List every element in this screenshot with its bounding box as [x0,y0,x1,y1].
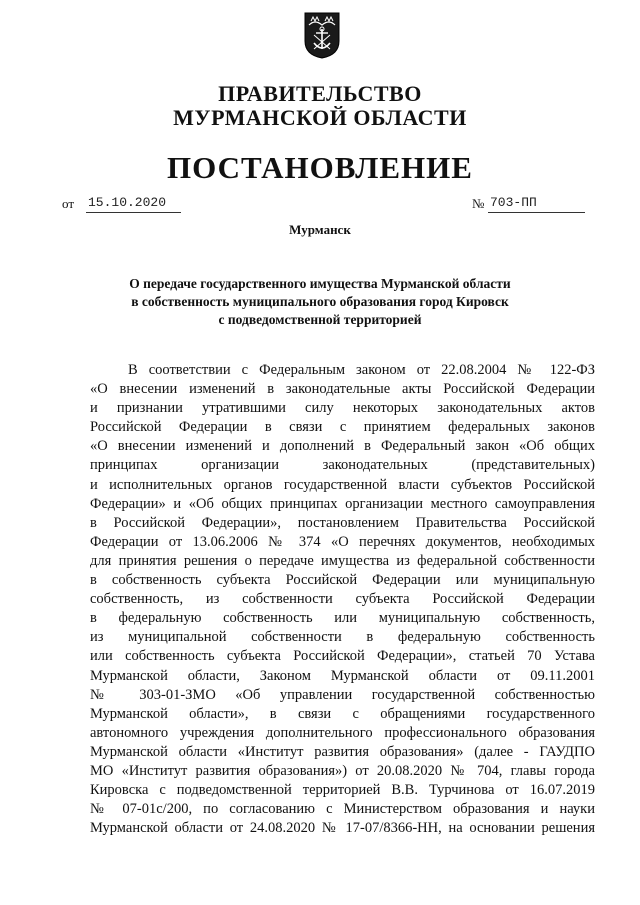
murmansk-region-coat-of-arms-icon [303,11,341,59]
body-line: для принятия решения о передаче имущества из федеральной собственности [90,552,595,569]
body-line: № 07-01с/200, по согласованию с Министерством образования и науки [90,801,595,818]
body-line: № 303-01-ЗМО «Об управлении государственной собственностью [90,686,595,703]
body-line: «О внесении изменений в законодательные акты Российской Федерации [90,381,595,398]
body-line: Федерации от 13.06.2006 № 374 «О перечнях документов, необходимых [90,533,595,550]
city-name: Мурманск [289,222,351,237]
body-line: принципах организации законодательных (представительных) [90,457,595,474]
document-subject [0,275,640,329]
body-line: в федеральную собственность или муниципальную собственность, [90,610,595,627]
body-line: Кировска с подведомственной территорией В.В. Турчинова от 16.07.2019 [90,782,595,799]
body-line: Мурманской области», в связи с обращениями государственного [90,705,595,722]
government-title-line1: ПРАВИТЕЛЬСТВО [218,81,422,106]
government-title-line2: МУРМАНСКОЙ ОБЛАСТИ [173,105,467,130]
subject-line: с подведомственной территорией [218,312,422,327]
document-number: 703-ПП [488,195,585,213]
subject-line: в собственность муниципального образования город Кировск [131,294,509,309]
body-line: Мурманской области «Институт развития образования» (далее - ГАУДПО [90,743,595,760]
body-line: Мурманской области, Законом Мурманской области от 09.11.2001 [90,667,595,684]
body-line: Российской Федерации в связи с принятием федеральных законов [90,419,595,436]
date-label: от [62,196,75,211]
body-line: в собственность субъекта Российской Федерации или муниципальную [90,572,595,589]
body-line: или собственность субъекта Российской Федерации», статьей 70 Устава [90,648,595,665]
body-line: автономного учреждения дополнительного профессионального образования [90,724,595,741]
number-label: № [472,196,485,211]
body-line: и признании утратившими силу некоторых законодательных актов [90,400,595,417]
body-line: из муниципальной собственности в федеральную собственность [90,629,595,646]
body-line: Федерации» и «Об общих принципах организации местного самоуправления [90,495,595,512]
body-line: В соответствии с Федеральным законом от 22.08.2004 № 122-ФЗ [128,362,595,378]
body-line: собственность, из собственности субъекта Российской Федерации [90,591,595,608]
body-paragraph [90,361,595,838]
date-value: 15.10.2020 [86,195,181,213]
body-line: «О внесении изменений и дополнений в Федеральный закон «Об общих [90,438,595,455]
body-line: МО «Институт развития образования») от 20.08.2020 № 704, главы города [90,762,595,779]
body-line: Мурманской области от 24.08.2020 № 17-07/8366-НН, на основании решения [90,820,595,837]
document-type-title: ПОСТАНОВЛЕНИЕ [167,150,473,185]
body-line: в Российской Федерации», постановлением Правительства Российской [90,514,595,531]
subject-line: О передаче государственного имущества Мурманской области [129,276,511,291]
body-line: и исполнительных органов государственной власти субъектов Российской [90,476,595,493]
